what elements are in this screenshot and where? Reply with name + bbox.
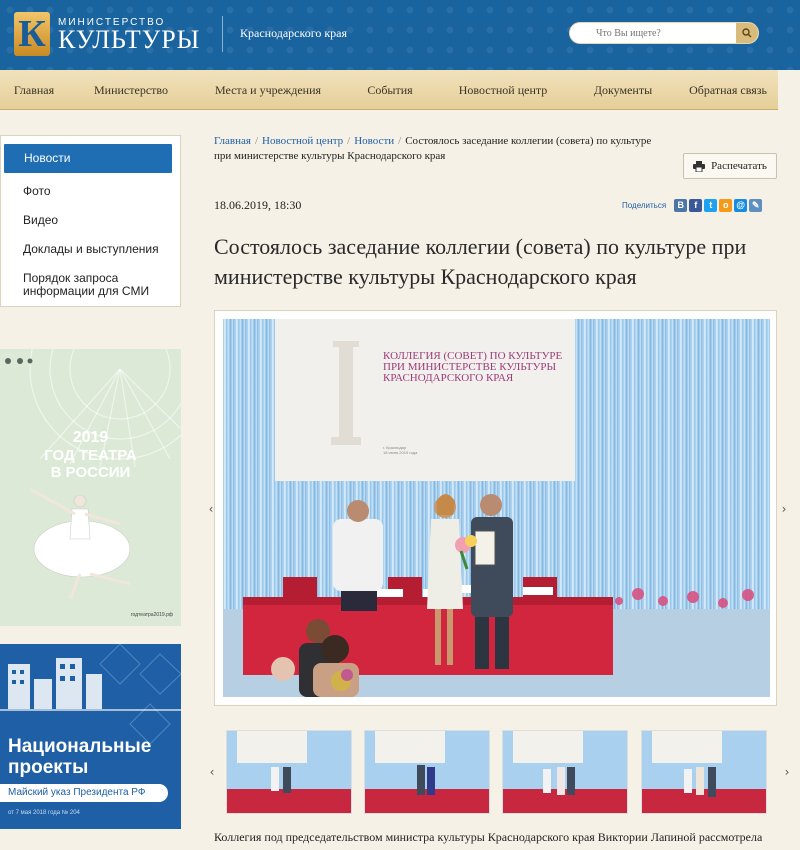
nav-item-5[interactable]: Новостной центр [458,83,548,97]
site-header [0,0,800,70]
region-name: Краснодарского края [240,26,348,40]
screen-sub2: 18 июня 2019 года [383,450,418,455]
share-label: Поделиться [622,201,667,210]
theatre-year-banner[interactable] [0,349,181,626]
logo-line-culture: КУЛЬТУРЫ [58,24,201,54]
header-divider [222,16,223,52]
main-photo[interactable] [223,319,770,697]
theatre-banner-art [0,349,181,626]
facebook-icon[interactable]: f [689,199,702,212]
screen-sub1: г. Краснодар [383,445,407,450]
gallery-prev-arrow[interactable]: ‹ [208,502,214,516]
screen-title: КОЛЛЕГИЯ (СОВЕТ) ПО КУЛЬТУРЕ ПРИ МИНИСТЕРСТВЕ КУЛЬТУРЫ КРАСНОДАРСКОГО КРАЯ [383,351,563,384]
logo-emblem: К [14,12,50,56]
publish-date: 18.06.2019, 18:30 [214,198,302,212]
projects-ribbon: Майский указ Президента РФ [0,784,168,802]
print-label: Распечатать [711,160,767,172]
nav-item-3[interactable]: Места и учреждения [214,83,322,97]
theatre-line2: В РОССИИ [50,464,131,481]
sidebar-item-3[interactable]: Видео [23,213,59,227]
breadcrumb-news[interactable]: Новости [354,135,395,147]
vk-icon[interactable]: В [674,199,687,212]
thumbnail-strip [209,726,790,822]
sidebar-item-1[interactable]: Новости [4,144,172,173]
nav-item-2[interactable]: Министерство [94,83,168,97]
projects-decree: от 7 мая 2018 года № 204 [8,810,80,816]
projects-line2: проекты [8,757,89,778]
odnoklassniki-icon[interactable]: о [719,199,732,212]
article-body: Коллегия под председательством министра культуры Краснодарского края Виктории Лапиной рассмотрела [214,830,763,844]
theatre-site: годтеатра2019.рф [130,612,173,618]
nav-item-6[interactable]: Документы [593,83,653,97]
event-photo [223,319,770,697]
gallery-next-arrow[interactable]: › [781,502,787,516]
sidebar-menu [0,135,181,307]
thumbs-prev-arrow[interactable]: ‹ [209,765,215,779]
thumbnail-4[interactable] [641,730,767,814]
thumbs-next-arrow[interactable]: › [784,765,790,779]
search-input[interactable] [570,24,730,44]
theatre-year: 2019 [72,429,109,446]
national-projects-banner[interactable] [0,644,181,829]
article-title: Состоялось заседание коллегии (совета) по культуре при министерстве культуры Краснодарского края [214,234,747,289]
nav-item-4[interactable]: События [367,83,413,97]
twitter-icon[interactable]: t [704,199,717,212]
logo-line-ministry: МИНИСТЕРСТВО [58,16,166,28]
print-button[interactable] [683,153,777,179]
sidebar-item-2[interactable]: Фото [23,184,51,198]
sidebar-item-5[interactable]: Порядок запроса информации для СМИ [23,271,150,298]
sidebar-item-4[interactable]: Доклады и выступления [23,242,159,256]
theatre-line1: ГОД ТЕАТРА [44,447,137,464]
nav-item-1[interactable]: Главная [13,83,55,97]
share-bar [622,199,762,212]
livejournal-icon[interactable]: ✎ [749,199,762,212]
nav-item-7[interactable]: Обратная связь [689,83,767,97]
main-nav [0,70,778,110]
photo-gallery [208,310,787,706]
search-icon [742,28,752,38]
breadcrumb: Главная / Новостной центр / Новости / Состоялось заседание коллегии (совета) по культуре при министерстве культуры Краснодарского края [214,135,652,162]
thumbnail-2[interactable] [364,730,490,814]
thumbnail-3[interactable] [502,730,628,814]
mail-icon[interactable]: @ [734,199,747,212]
printer-icon [693,161,705,172]
search-button[interactable] [736,23,758,43]
projects-line1: Национальные [8,736,152,757]
site-logo[interactable] [14,12,200,56]
breadcrumb-current: Состоялось заседание коллегии (совета) по культуре при министерстве культуры Краснодарского края [214,135,652,162]
thumbnail-1[interactable] [226,730,352,814]
search-box [569,22,759,44]
breadcrumb-news-center[interactable]: Новостной центр [262,135,344,147]
breadcrumb-home[interactable]: Главная [214,135,251,147]
